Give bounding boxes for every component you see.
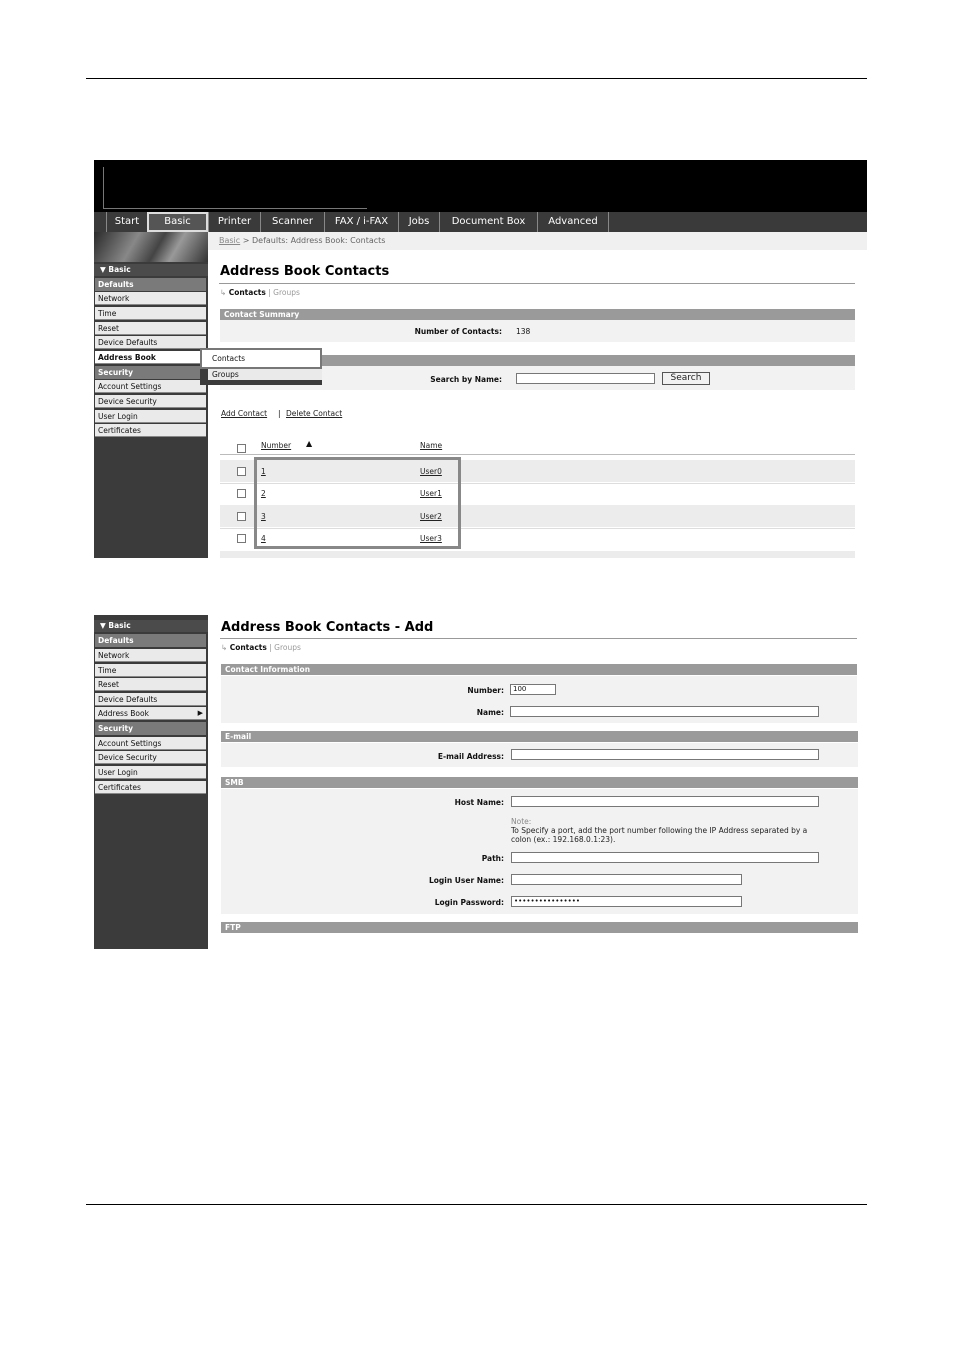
- delete-contact-link[interactable]: Delete Contact: [286, 409, 343, 418]
- return-arrow-icon: ↳: [221, 643, 228, 652]
- title-rule: [219, 283, 855, 284]
- submenu-item-groups[interactable]: Groups: [208, 369, 322, 380]
- sub-navigation: [220, 288, 300, 297]
- row-number-link[interactable]: 2: [261, 489, 266, 498]
- page-title: Address Book Contacts - Add: [221, 620, 434, 635]
- sidebar-item-user-login[interactable]: User Login: [95, 410, 206, 423]
- note-line-2: colon (ex.: 192.168.0.1:23).: [511, 835, 616, 844]
- sidebar-item-reset[interactable]: Reset: [95, 322, 206, 335]
- search-by-name-input[interactable]: [516, 373, 655, 384]
- top-rule: [86, 78, 867, 79]
- add-contact-link[interactable]: Add Contact: [221, 409, 268, 418]
- login-user-name-label: Login User Name:: [428, 876, 504, 885]
- breadcrumb: [208, 232, 867, 250]
- sidebar-item-certificates[interactable]: Certificates: [95, 424, 206, 437]
- sidebar-item-user-login[interactable]: User Login: [95, 766, 206, 779]
- number-of-contacts-value: 138: [516, 327, 531, 336]
- screenshot-contact-add: [94, 615, 860, 949]
- sidebar-item-label: Address Book: [98, 709, 149, 718]
- sidebar-item-time[interactable]: Time: [95, 664, 206, 677]
- column-header-number[interactable]: Number: [261, 441, 292, 450]
- login-user-name-input[interactable]: [511, 874, 742, 885]
- page-title: Address Book Contacts: [220, 264, 390, 279]
- contact-summary-panel: [220, 320, 855, 342]
- actions-separator: |: [278, 409, 281, 418]
- tab-document-box[interactable]: Document Box: [439, 212, 537, 232]
- sidebar-item-certificates[interactable]: Certificates: [95, 781, 206, 794]
- row-checkbox[interactable]: [237, 467, 246, 476]
- sidebar-item-reset[interactable]: Reset: [95, 678, 206, 691]
- submenu-item-contacts[interactable]: Contacts: [200, 348, 322, 369]
- bottom-rule: [86, 1204, 867, 1205]
- subnav-groups[interactable]: Groups: [273, 288, 300, 297]
- sidebar-basic-header[interactable]: ▼ Basic: [94, 620, 208, 632]
- subnav-contacts[interactable]: Contacts: [229, 643, 267, 652]
- chevron-right-icon: ▶: [197, 709, 203, 717]
- path-label: Path:: [481, 854, 504, 863]
- row-number-link[interactable]: 4: [261, 534, 266, 543]
- table-header-rule: [220, 454, 855, 455]
- sidebar-defaults-header: Defaults: [95, 634, 206, 647]
- column-header-name[interactable]: Name: [420, 441, 443, 450]
- sidebar-item-device-security[interactable]: Device Security: [95, 751, 206, 764]
- tab-start[interactable]: Start: [106, 212, 147, 232]
- login-password-label: Login Password:: [434, 898, 504, 907]
- search-button[interactable]: Search: [662, 372, 710, 385]
- path-input[interactable]: [511, 852, 819, 863]
- smb-header: SMB: [221, 777, 858, 788]
- contact-information-header: Contact Information: [221, 664, 857, 675]
- row-checkbox[interactable]: [237, 534, 246, 543]
- sidebar-basic-header[interactable]: ▼ Basic: [94, 264, 208, 276]
- sidebar-item-address-book[interactable]: Address Book: [95, 351, 208, 364]
- title-rule: [220, 638, 857, 639]
- row-number-link[interactable]: 1: [261, 467, 266, 476]
- row-name-link[interactable]: User2: [420, 512, 442, 521]
- note-title: Note:: [511, 817, 532, 826]
- subnav-separator: |: [268, 288, 271, 297]
- tab-scanner[interactable]: Scanner: [260, 212, 324, 232]
- number-of-contacts-label: Number of Contacts:: [414, 327, 502, 336]
- highlight-box-rows: [254, 457, 461, 549]
- sidebar: [94, 615, 208, 949]
- row-name-link[interactable]: User3: [420, 534, 442, 543]
- breadcrumb-basic-link[interactable]: Basic: [219, 236, 241, 245]
- sidebar-item-network[interactable]: Network: [95, 292, 206, 305]
- sidebar-item-device-security[interactable]: Device Security: [95, 395, 206, 408]
- row-checkbox[interactable]: [237, 512, 246, 521]
- tab-advanced[interactable]: Advanced: [537, 212, 609, 232]
- subnav-groups[interactable]: Groups: [274, 643, 301, 652]
- sidebar-item-account-settings[interactable]: Account Settings: [95, 737, 206, 750]
- sidebar-security-header: Security: [95, 722, 206, 735]
- tab-basic[interactable]: Basic: [147, 212, 208, 232]
- sidebar-defaults-header: Defaults: [95, 278, 206, 291]
- sidebar: [94, 232, 208, 558]
- note-line-1: To Specify a port, add the port number following the IP Address separated by a: [511, 826, 808, 835]
- sidebar-item-account-settings[interactable]: Account Settings: [95, 380, 206, 393]
- sidebar-item-device-defaults[interactable]: Device Defaults: [95, 693, 206, 706]
- tab-printer[interactable]: Printer: [208, 212, 260, 232]
- select-all-checkbox[interactable]: [237, 444, 246, 453]
- row-number-link[interactable]: 3: [261, 512, 266, 521]
- email-address-label: E-mail Address:: [437, 752, 504, 761]
- number-input[interactable]: 100: [510, 684, 556, 695]
- ftp-header: FTP: [221, 922, 858, 933]
- main-tab-bar: [94, 212, 867, 232]
- sidebar-item-device-defaults[interactable]: Device Defaults: [95, 336, 206, 349]
- breadcrumb-current: Defaults: Address Book: Contacts: [251, 236, 386, 245]
- address-book-submenu: [200, 348, 322, 385]
- breadcrumb-sep: >: [242, 236, 250, 245]
- sidebar-photo: [94, 232, 208, 262]
- header-banner: [94, 160, 867, 212]
- subnav-contacts[interactable]: Contacts: [228, 288, 266, 297]
- sidebar-item-network[interactable]: Network: [95, 649, 206, 662]
- screenshot-contacts-list: [94, 160, 867, 558]
- email-header: E-mail: [221, 731, 858, 742]
- name-input[interactable]: [510, 706, 819, 717]
- sort-ascending-icon[interactable]: ▲: [306, 439, 313, 448]
- search-by-name-label: Search by Name:: [430, 375, 502, 384]
- name-label: Name:: [476, 708, 504, 717]
- email-address-input[interactable]: [511, 749, 819, 760]
- sidebar-item-address-book[interactable]: [95, 707, 206, 720]
- row-checkbox[interactable]: [237, 489, 246, 498]
- tab-fax[interactable]: FAX / i-FAX: [324, 212, 398, 232]
- login-password-input[interactable]: ••••••••••••••••: [511, 896, 742, 907]
- number-label: Number:: [467, 686, 504, 695]
- row-name-link[interactable]: User0: [420, 467, 442, 476]
- sidebar-item-time[interactable]: Time: [95, 307, 206, 320]
- tab-jobs[interactable]: Jobs: [398, 212, 439, 232]
- host-name-label: Host Name:: [454, 798, 504, 807]
- sub-navigation: [221, 643, 301, 652]
- contact-summary-header: Contact Summary: [220, 309, 855, 320]
- row-name-link[interactable]: User1: [420, 489, 442, 498]
- table-row: [220, 551, 855, 558]
- return-arrow-icon: ↳: [220, 288, 227, 297]
- host-name-input[interactable]: [511, 796, 819, 807]
- sidebar-security-header: Security: [95, 366, 206, 379]
- subnav-separator: |: [269, 643, 272, 652]
